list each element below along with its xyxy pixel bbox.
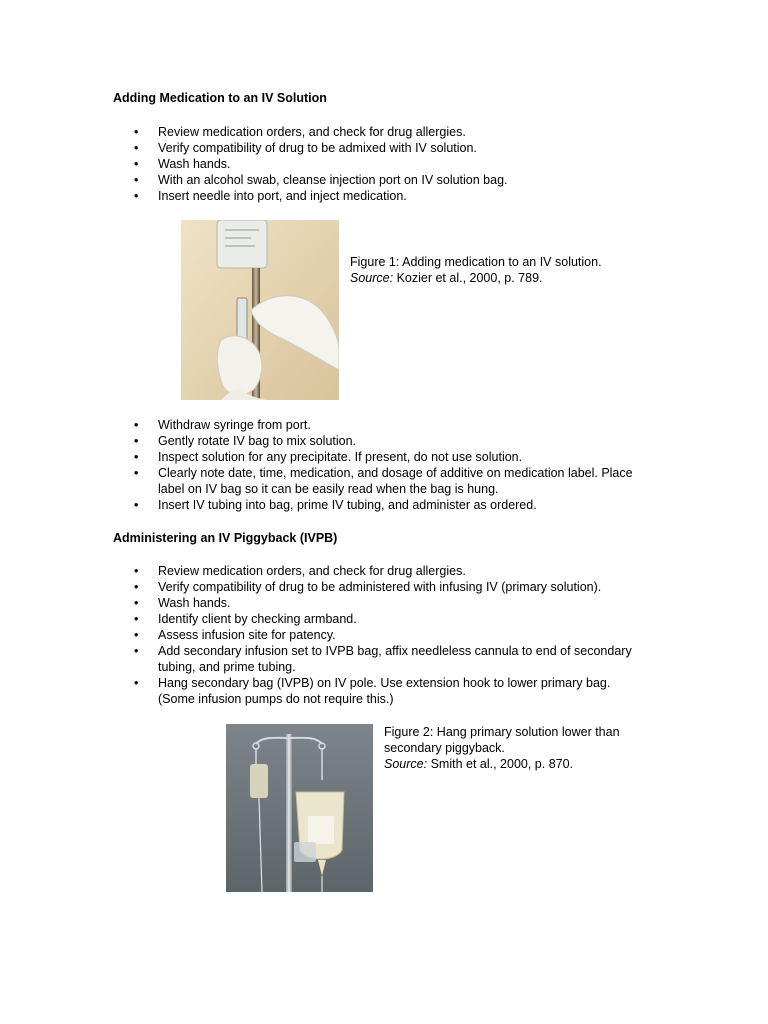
list-item: • Wash hands. (113, 595, 673, 611)
list-item: • Verify compatibility of drug to be administered with infusing IV (primary solution). (113, 579, 673, 595)
figure2-source-label: Source: (384, 757, 428, 771)
section1-steps-a (113, 124, 673, 204)
figure1-caption: Figure 1: Adding medication to an IV solution. (350, 255, 602, 269)
figure2-source-text: Smith et al., 2000, p. 870. (427, 757, 574, 771)
list-item: • Withdraw syringe from port. (113, 417, 673, 433)
figure2-photo (226, 724, 373, 892)
list-item: • Wash hands. (113, 156, 673, 172)
list-item: • With an alcohol swab, cleanse injection port on IV solution bag. (113, 172, 673, 188)
list-item: • Gently rotate IV bag to mix solution. (113, 433, 673, 449)
section1-heading: Adding Medication to an IV Solution (113, 91, 327, 105)
list-item: • Review medication orders, and check for drug allergies. (113, 563, 673, 579)
section1-steps-b (113, 417, 673, 513)
list-item: • Review medication orders, and check for drug allergies. (113, 124, 673, 140)
list-item: • Add secondary infusion set to IVPB bag, affix needleless cannula to end of secondary tubing, and prime tubing. (113, 643, 638, 675)
list-item: • Hang secondary bag (IVPB) on IV pole. Use extension hook to lower primary bag. (Some infusion pumps do not require this.) (113, 675, 648, 707)
section2-steps (113, 563, 673, 707)
figure1-photo (181, 220, 339, 400)
list-item: • Verify compatibility of drug to be admixed with IV solution. (113, 140, 673, 156)
figure2-caption: Figure 2: Hang primary solution lower than secondary piggyback. (384, 725, 620, 755)
section2-heading: Administering an IV Piggyback (IVPB) (113, 531, 338, 545)
list-item: • Identify client by checking armband. (113, 611, 673, 627)
figure1-illustration (181, 220, 339, 400)
list-item: • Assess infusion site for patency. (113, 627, 673, 643)
list-item: • Clearly note date, time, medication, and dosage of additive on medication label. Place label on IV bag so it can be easily read when the bag is hung. (113, 465, 638, 497)
list-item: • Inspect solution for any precipitate. If present, do not use solution. (113, 449, 673, 465)
list-item: • Insert needle into port, and inject medication. (113, 188, 673, 204)
figure1-source-text: Kozier et al., 2000, p. 789. (393, 271, 543, 285)
figure2-illustration (226, 724, 373, 892)
figure1-source-label: Source: (350, 271, 394, 285)
figure2-caption-block (384, 724, 674, 772)
list-item: • Insert IV tubing into bag, prime IV tubing, and administer as ordered. (113, 497, 673, 513)
figure1-caption-block (350, 254, 650, 286)
